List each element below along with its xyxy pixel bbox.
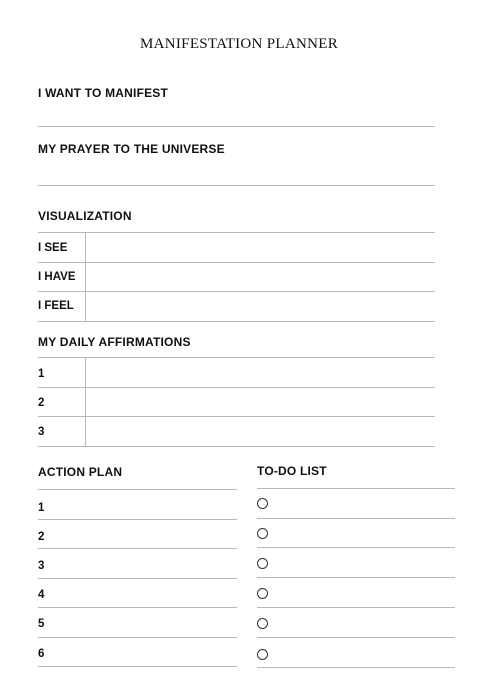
todo-row-line[interactable] [257,577,455,578]
affirmations-heading: MY DAILY AFFIRMATIONS [38,335,191,349]
todo-checkbox-icon[interactable] [257,528,268,539]
affirmation-row-line[interactable] [38,416,435,417]
visualization-top-line [38,232,435,233]
affirmation-row-line[interactable] [38,446,435,447]
todo-checkbox-icon[interactable] [257,649,268,660]
action-plan-heading: ACTION PLAN [38,465,123,479]
affirmations-divider [85,357,86,446]
visualization-label-have: I HAVE [38,271,76,283]
action-plan-top-line [38,489,237,490]
affirmations-top-line [38,357,435,358]
prayer-heading: MY PRAYER TO THE UNIVERSE [38,142,225,156]
action-number: 3 [38,560,45,572]
affirmation-row-line[interactable] [38,387,435,388]
visualization-row-line[interactable] [38,321,435,322]
visualization-row-line[interactable] [38,262,435,263]
visualization-label-feel: I FEEL [38,300,74,312]
todo-top-line [257,488,455,489]
todo-checkbox-icon[interactable] [257,498,268,509]
action-number: 5 [38,618,45,630]
visualization-row-line[interactable] [38,291,435,292]
action-row-line[interactable] [38,666,237,667]
action-number: 4 [38,589,45,601]
affirmation-number: 1 [38,368,45,380]
action-number: 6 [38,648,45,660]
todo-checkbox-icon[interactable] [257,618,268,629]
affirmation-number: 3 [38,426,45,438]
todo-row-line[interactable] [257,547,455,548]
action-row-line[interactable] [38,607,237,608]
action-row-line[interactable] [38,519,237,520]
todo-row-line[interactable] [257,518,455,519]
todo-checkbox-icon[interactable] [257,588,268,599]
manifest-heading: I WANT TO MANIFEST [38,86,169,100]
affirmation-number: 2 [38,397,45,409]
action-row-line[interactable] [38,637,237,638]
todo-row-line[interactable] [257,637,455,638]
manifest-writing-line[interactable] [38,126,435,127]
todo-heading: TO-DO LIST [257,464,327,478]
prayer-writing-line[interactable] [38,185,435,186]
todo-row-line[interactable] [257,667,455,668]
visualization-divider [85,232,86,321]
action-row-line[interactable] [38,578,237,579]
visualization-heading: VISUALIZATION [38,209,132,223]
action-row-line[interactable] [38,548,237,549]
action-number: 1 [38,502,45,514]
action-number: 2 [38,531,45,543]
page-title: MANIFESTATION PLANNER [139,36,339,52]
todo-row-line[interactable] [257,607,455,608]
visualization-label-see: I SEE [38,242,68,254]
todo-checkbox-icon[interactable] [257,558,268,569]
